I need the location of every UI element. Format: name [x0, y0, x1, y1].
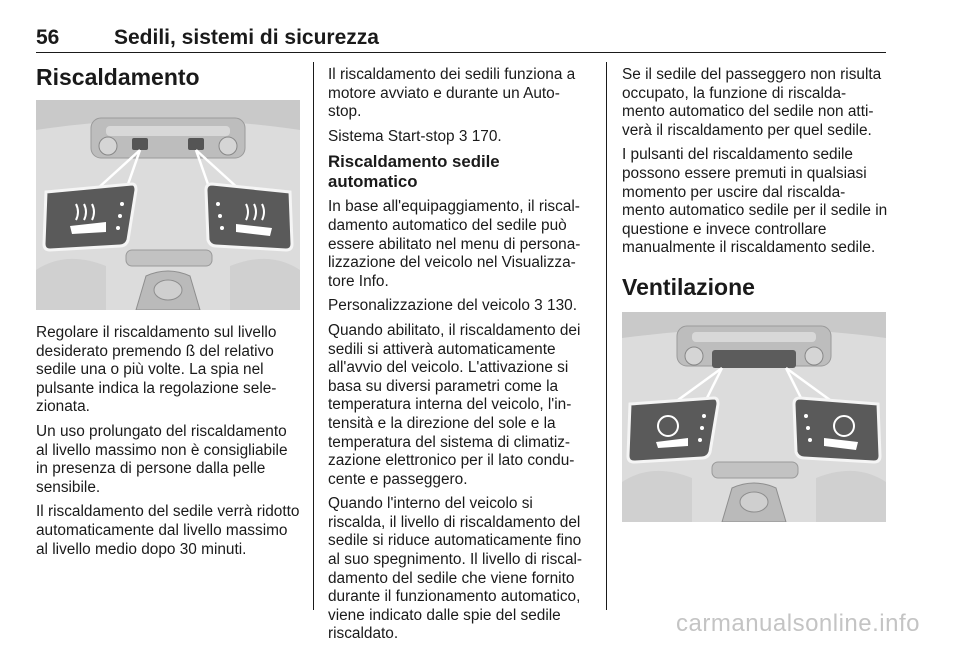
paragraph: Quando l'interno del veicolo si riscalda, il livello di riscaldamento del sedile si riduce automaticamente fino al suo spegnimento. Il livello di riscal-damento del sedile che viene fornito durante il funzionamento automatico, viene indicato dalle spie del sedile riscaldato.: [328, 495, 583, 643]
column-3: [622, 66, 888, 522]
page-number: 56: [36, 26, 60, 49]
paragraph: Un uso prolungato del riscaldamento al livello massimo non è consigliabile in presenza di persone dalla pelle sensibile.: [36, 422, 288, 496]
heated-seat-buttons-illustration-icon: [36, 100, 300, 310]
paragraph: I pulsanti del riscaldamento sedile possono essere premuti in qualsiasi momento per uscire dal riscalda-mento automatico sedile per il sedile in questione e invece controllare manualmente il riscaldamento sedile.: [622, 146, 888, 257]
column-2: [328, 66, 592, 650]
paragraph: Il riscaldamento dei sedili funziona a motore avviato e durante un Auto-stop.: [328, 66, 576, 121]
cross-reference: Personalizzazione del veicolo 3 130.: [328, 297, 577, 315]
page-header: [36, 26, 886, 53]
column-separator: [313, 62, 314, 610]
paragraph: In base all'equipaggiamento, il riscal-damento automatico del sedile può essere abilitato nel menu di persona-lizzazione del veicolo nel Visualizza-tore Info.: [328, 198, 581, 290]
section-heading-ventilazione: Ventilazione: [622, 273, 755, 300]
column-1: [36, 64, 300, 565]
paragraph: Se il sedile del passeggero non risulta occupato, la funzione di riscalda-mento automatico del sedile non atti-verà il riscaldamento per quel sedile.: [622, 66, 882, 139]
running-title: Sedili, sistemi di sicurezza: [114, 26, 379, 49]
ventilated-seat-buttons-illustration-icon: [622, 312, 886, 522]
heated-seat-figure: [36, 100, 300, 310]
section-heading-riscaldamento: Riscaldamento: [36, 64, 200, 90]
paragraph: Quando abilitato, il riscaldamento dei sedili si attiverà automaticamente all'avvio del veicolo. L'attivazione si basa su diversi parametri come la temperatura interna del veicolo, l'in-tensità e la direzione del sole e la temperatura del sistema di climatiz-zazione elettronico per il lato condu-cente e passeggero.: [328, 321, 581, 488]
column-separator: [606, 62, 607, 610]
subheading-riscaldamento-automatico: Riscaldamento sedile automatico: [328, 152, 500, 192]
paragraph: Regolare il riscaldamento sul livello desiderato premendo ß del relativo sedile una o più volte. La spia nel pulsante indica la regolazione sele-zionata.: [36, 324, 277, 416]
paragraph: Il riscaldamento del sedile verrà ridotto automaticamente dal livello massimo al livello medio dopo 30 minuti.: [36, 503, 300, 558]
watermark: carmanualsonline.info: [676, 610, 920, 637]
cross-reference: Sistema Start-stop 3 170.: [328, 127, 502, 145]
ventilated-seat-figure: [622, 312, 886, 522]
